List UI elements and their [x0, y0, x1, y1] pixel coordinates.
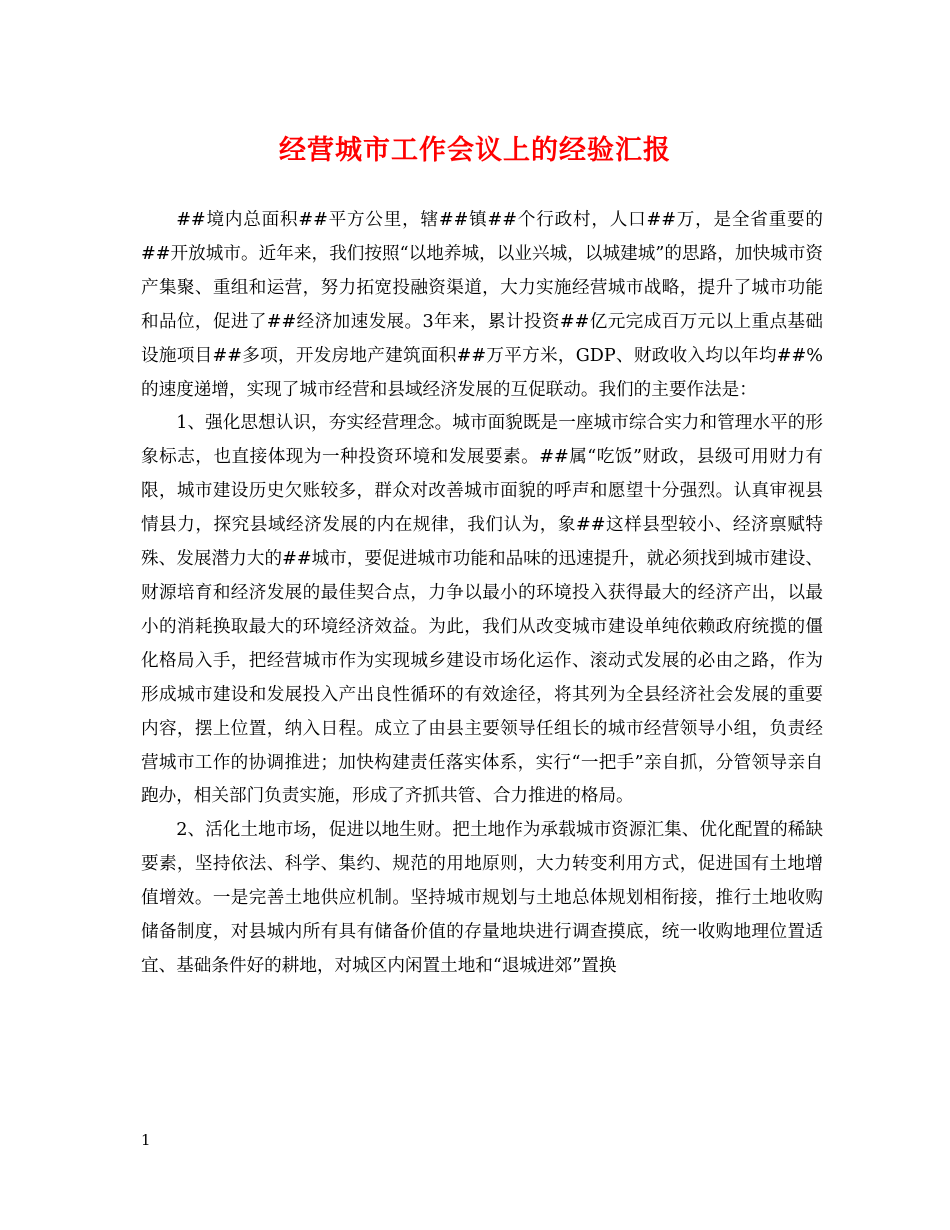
page-number: 1 — [141, 1131, 151, 1149]
document-title: 经营城市工作会议上的经验汇报 — [279, 135, 671, 166]
paragraph-section-1: 1、强化思想认识，夯实经营理念。城市面貌既是一座城市综合实力和管理水平的形象标志，也直接体现为一种投资环境和发展要素。##属“吃饭”财政，县级可用财力有限，城市建设历史欠账较多，群众对改善城市面貌的呼声和愿望十分强烈。认真审视县情县力，探究县域经济发展的内在规律，我们认为，象##这样县型较小、经济禀赋特殊、发展潜力大的##城市，要促进城市功能和品味的迅速提升，就必须找到城市建设、财源培育和经济发展的最佳契合点，力争以最小的环境投入获得最大的经济产出，以最小的消耗换取最大的环境经济效益。为此，我们从改变城市建设单纯依赖政府统揽的僵化格局入手，把经营城市作为实现城乡建设市场化运作、滚动式发展的必由之路，作为形成城市建设和发展投入产出良性循环的有效途径，将其列为全县经济社会发展的重要内容，摆上位置，纳入日程。成立了由县主要领导任组长的城市经营领导小组，负责经营城市工作的协调推进；加快构建责任落实体系，实行“一把手”亲自抓，分管领导亲自跑办，相关部门负责实施，形成了齐抓共管、合力推进的格局。 — [141, 413, 823, 807]
paragraph-intro: ##境内总面积##平方公里，辖##镇##个行政村，人口##万，是全省重要的##开放城市。近年来，我们按照“以地养城，以业兴城，以城建城”的思路，加快城市资产集聚、重组和运营，努力拓宽投融资渠道，大力实施经营城市战略，提升了城市功能和品位，促进了##经济加速发展。3年来，累计投资##亿元完成百万元以上重点基础设施项目##多项，开发房地产建筑面积##万平方米，GDP、财政收入均以年均##%的速度递增，实现了城市经营和县域经济发展的互促联动。我们的主要作法是： — [141, 210, 823, 400]
paragraph-section-2: 2、活化土地市场，促进以地生财。把土地作为承载城市资源汇集、优化配置的稀缺要素，坚持依法、科学、集约、规范的用地原则，大力转变利用方式，促进国有土地增值增效。一是完善土地供应机制。坚持城市规划与土地总体规划相衔接，推行土地收购储备制度，对县城内所有具有储备价值的存量地块进行调查摸底，统一收购地理位置适宜、基础条件好的耕地，对城区内闲置土地和“退城进郊”置换 — [141, 820, 823, 976]
document-body — [141, 204, 823, 984]
